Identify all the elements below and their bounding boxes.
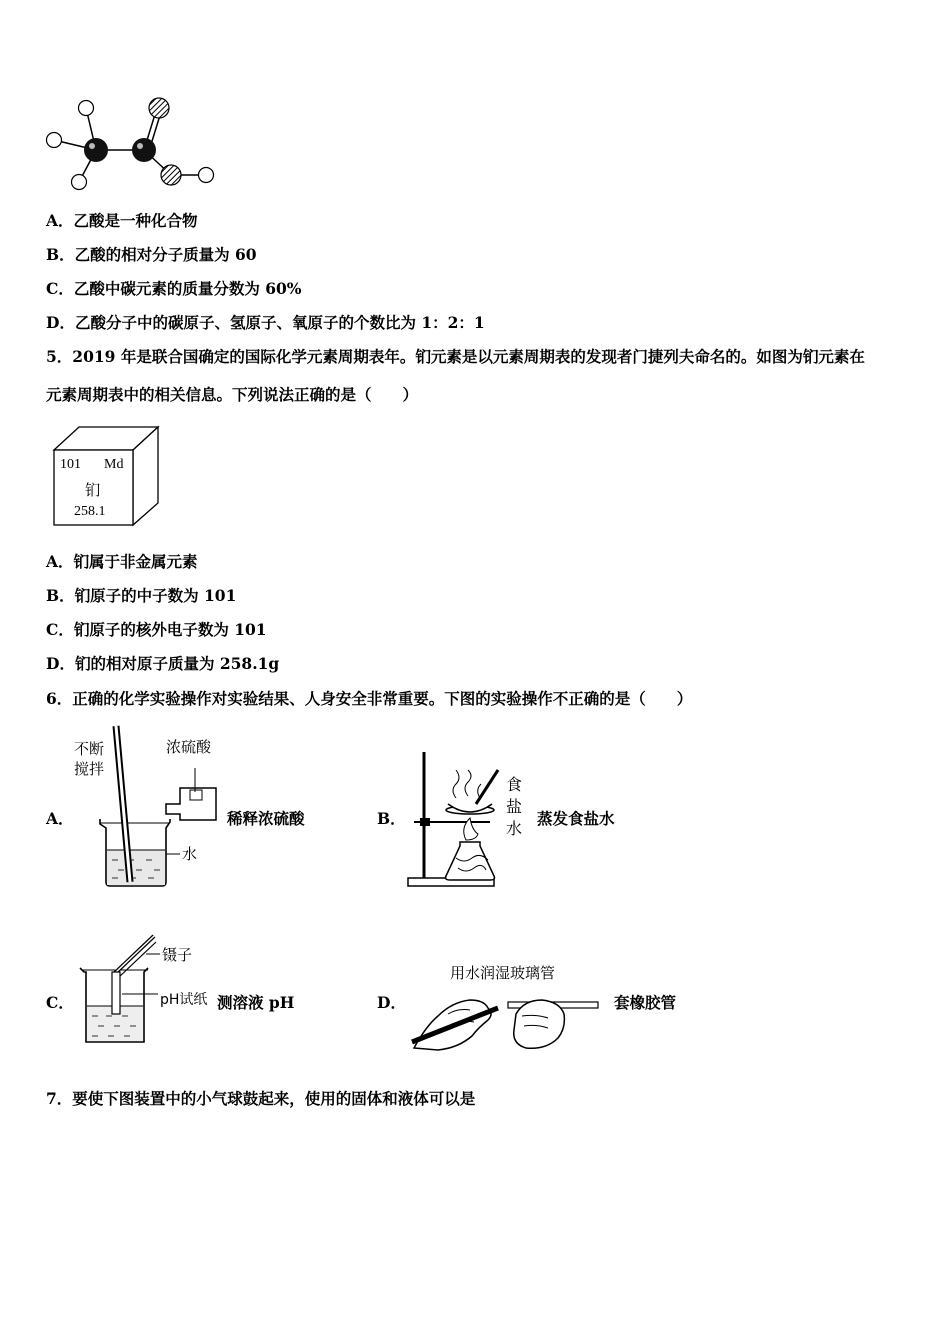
- q6-option-d-letter: D．: [377, 993, 406, 1012]
- label-conc-acid: 浓硫酸: [166, 738, 212, 756]
- q4-option-a: A．乙酸是一种化合物: [46, 211, 198, 230]
- element-card: [52, 425, 162, 527]
- q5-option-a: A．钔属于非金属元素: [46, 552, 198, 571]
- oxygen-atom: [149, 98, 169, 118]
- rubber-tube-figure: [408, 956, 608, 1052]
- label-tweezers: 镊子: [162, 946, 193, 964]
- q6-option-b-letter: B．: [377, 809, 406, 828]
- element-atomic-number: 101: [60, 457, 81, 472]
- q4-option-c: C．乙酸中碳元素的质量分数为 60%: [46, 279, 302, 298]
- label-ph-paper: pH试纸: [160, 992, 208, 1008]
- element-atomic-mass: 258.1: [74, 504, 106, 519]
- carbon-atom: [84, 138, 108, 162]
- q5-stem-line2: 元素周期表中的相关信息。下列说法正确的是（ ）: [46, 385, 419, 404]
- label-salt-3: 水: [506, 819, 523, 838]
- label-stir-1: 不断: [74, 740, 105, 758]
- q6-stem: 6．正确的化学实验操作对实验结果、人身安全非常重要。下图的实验操作不正确的是（ ）: [46, 689, 693, 708]
- acetic-acid-molecule-model: [40, 95, 230, 195]
- q6-option-c-caption: 测溶液 pH: [217, 993, 295, 1012]
- hydrogen-atom: [72, 175, 87, 190]
- hydrogen-atom: [47, 133, 62, 148]
- label-wet-glass: 用水润湿玻璃管: [450, 964, 556, 982]
- q6-option-a-caption: 稀释浓硫酸: [227, 809, 305, 828]
- hydrogen-atom: [79, 101, 94, 116]
- element-symbol: Md: [104, 457, 124, 472]
- q6-option-b-caption: 蒸发食盐水: [537, 809, 615, 828]
- dilute-acid-figure: [70, 724, 230, 889]
- element-name: 钔: [85, 481, 101, 499]
- label-salt-2: 盐: [506, 797, 523, 816]
- q6-option-a-letter: A．: [46, 809, 74, 828]
- q6-option-d-caption: 套橡胶管: [614, 993, 677, 1012]
- label-water: 水: [182, 845, 198, 863]
- q4-option-d: D．乙酸分子中的碳原子、氢原子、氧原子的个数比为 1：2：1: [46, 313, 485, 332]
- q4-option-b: B．乙酸的相对分子质量为 60: [46, 245, 257, 264]
- q5-option-d: D．钔的相对原子质量为 258.1g: [46, 654, 280, 673]
- q5-option-c: C．钔原子的核外电子数为 101: [46, 620, 267, 639]
- carbon-atom: [132, 138, 156, 162]
- ph-test-figure: [76, 930, 221, 1048]
- q5-option-b: B．钔原子的中子数为 101: [46, 586, 237, 605]
- oxygen-atom: [161, 165, 181, 185]
- evaporation-figure: [400, 748, 530, 890]
- hydrogen-atom: [199, 168, 214, 183]
- q6-option-c-letter: C．: [46, 993, 74, 1012]
- label-salt-1: 食: [506, 775, 523, 794]
- q7-stem: 7．要使下图装置中的小气球鼓起来，使用的固体和液体可以是: [46, 1089, 476, 1108]
- label-stir-2: 搅拌: [74, 760, 105, 778]
- q5-stem-line1: 5．2019 年是联合国确定的国际化学元素周期表年。钔元素是以元素周期表的发现者门捷列夫命名的。如图为钔元素在: [46, 347, 865, 366]
